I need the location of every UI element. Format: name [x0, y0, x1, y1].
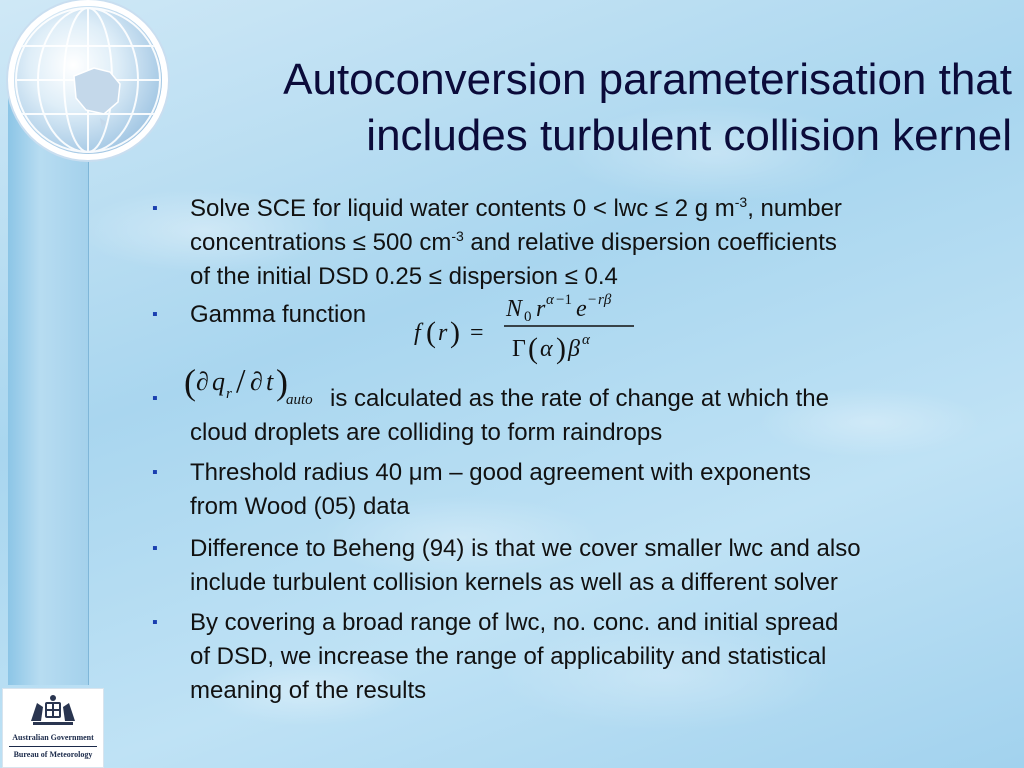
svg-text:): )	[450, 316, 460, 349]
logo-bureau-text: Bureau of Meteorology	[13, 750, 93, 759]
bullet-text: Solve SCE for liquid water contents 0 < lwc ≤ 2 g m	[190, 195, 735, 222]
bullet-text: from Wood (05) data	[190, 493, 410, 520]
svg-text:∂: ∂	[250, 367, 263, 396]
bullet-text: Threshold radius 40 μm – good agreement with exponents	[190, 459, 811, 486]
logo-divider	[9, 746, 97, 747]
svg-text:∂: ∂	[196, 367, 209, 396]
bullet-item-gamma	[150, 298, 366, 332]
svg-text:−1: −1	[556, 292, 572, 308]
bullet-text: By covering a broad range of lwc, no. conc. and initial spread	[190, 609, 839, 636]
svg-text:e: e	[576, 296, 587, 322]
svg-text:(: (	[426, 316, 436, 349]
bullet-item-beheng	[150, 532, 861, 600]
svg-text:(: (	[528, 332, 538, 365]
bullet-item-rate	[150, 382, 829, 450]
svg-text:auto: auto	[286, 392, 313, 408]
globe-grid-icon	[14, 6, 162, 154]
superscript: -3	[451, 228, 464, 244]
bullet-text: Difference to Beheng (94) is that we cover smaller lwc and also	[190, 535, 861, 562]
title-line-2: includes turbulent collision kernel	[366, 111, 1012, 160]
bullet-text: meaning of the results	[190, 677, 427, 704]
svg-text:r: r	[536, 296, 546, 322]
svg-text:=: =	[470, 320, 484, 346]
coat-of-arms-icon	[27, 693, 79, 727]
bullet-text: is calculated as the rate of change at which the	[330, 385, 829, 412]
globe-logo-icon	[14, 6, 162, 154]
svg-text:): )	[556, 332, 566, 365]
svg-text:r: r	[438, 320, 448, 346]
svg-text:(: (	[184, 362, 196, 402]
bullet-square-icon: ▪	[152, 390, 158, 407]
svg-text:β: β	[568, 336, 580, 362]
svg-text:/: /	[236, 363, 246, 400]
bullet-text: of DSD, we increase the range of applicability and statistical	[190, 643, 827, 670]
svg-text:t: t	[266, 367, 274, 396]
bullet-square-icon: ▪	[152, 614, 158, 631]
bullet-text: and relative dispersion coefficients	[463, 229, 837, 256]
bullet-item-range	[150, 606, 838, 708]
side-decor-bar	[8, 95, 89, 685]
bullet-text: , number	[747, 195, 842, 222]
svg-text:−: −	[588, 292, 597, 308]
bullet-square-icon: ▪	[152, 540, 158, 557]
svg-text:r: r	[226, 386, 232, 402]
svg-text:N: N	[506, 296, 523, 322]
svg-text:rβ: rβ	[598, 292, 612, 308]
bullet-text: include turbulent collision kernels as well as a different solver	[190, 569, 838, 596]
svg-text:α: α	[546, 292, 554, 308]
bullet-item-threshold	[150, 456, 811, 524]
svg-text:α: α	[582, 332, 590, 348]
slide-title	[162, 52, 1012, 164]
gamma-function-formula	[412, 288, 642, 368]
svg-text:Γ: Γ	[512, 336, 526, 362]
bullet-text: cloud droplets are colliding to form raindrops	[190, 419, 663, 446]
title-line-1: Autoconversion parameterisation that	[283, 55, 1012, 104]
svg-text:q: q	[212, 367, 225, 396]
logo-government-text: Australian Government	[12, 733, 94, 742]
bullet-item-sce	[150, 192, 842, 294]
svg-text:α: α	[540, 336, 553, 362]
svg-text:): )	[276, 362, 288, 402]
svg-text:f: f	[414, 320, 421, 346]
bullet-square-icon: ▪	[152, 306, 158, 323]
bullet-text: Gamma function	[190, 301, 367, 328]
bullet-square-icon: ▪	[152, 200, 158, 217]
bom-logo	[2, 688, 104, 768]
superscript: -3	[734, 194, 748, 210]
bullet-text: concentrations ≤ 500 cm	[190, 229, 452, 256]
bullet-text: of the initial DSD 0.25 ≤ dispersion ≤ 0.4	[190, 263, 618, 290]
bullet-square-icon: ▪	[152, 464, 158, 481]
svg-text:0: 0	[524, 309, 532, 325]
